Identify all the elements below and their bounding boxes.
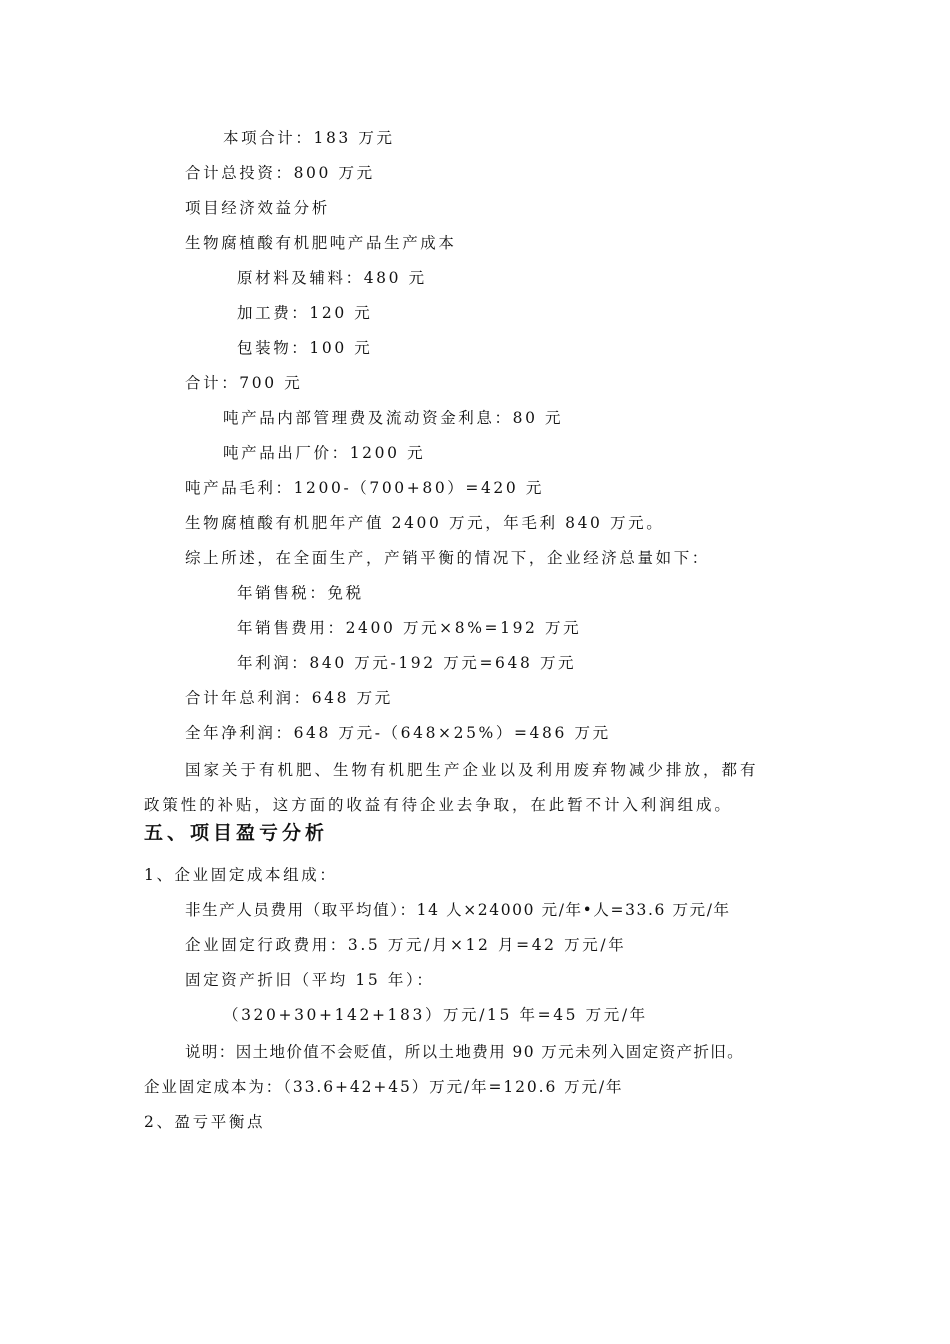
total-annual-profit-line: 合计年总利润：648 万元 [185, 689, 393, 707]
net-profit-line: 全年净利润：648 万元-（648×25%）=486 万元 [185, 724, 611, 742]
gross-profit-per-ton-line: 吨产品毛利：1200-（700+80）=420 元 [185, 479, 544, 497]
sales-tax-line: 年销售税：免税 [237, 584, 364, 602]
cost-per-ton-title: 生物腐植酸有机肥吨产品生产成本 [185, 234, 457, 252]
depreciation-title-line: 固定资产折旧（平均 15 年）： [185, 971, 435, 989]
depreciation-calc-line: （320+30+142+183）万元/15 年=45 万元/年 [223, 1006, 648, 1024]
economic-analysis-title: 项目经济效益分析 [185, 199, 330, 217]
land-note-line: 说明：因土地价值不会贬值，所以土地费用 90 万元未列入固定资产折旧。 [185, 1043, 745, 1061]
processing-fee-line: 加工费：120 元 [237, 304, 373, 322]
packaging-cost-line: 包装物：100 元 [237, 339, 373, 357]
subsidy-paragraph-line-2: 政策性的补贴，这方面的收益有待企业去争取，在此暂不计入利润组成。 [144, 796, 733, 814]
fixed-cost-total-line: 企业固定成本为：（33.6+42+45）万元/年=120.6 万元/年 [144, 1078, 624, 1096]
total-investment-line: 合计总投资：800 万元 [185, 164, 375, 182]
subtotal-line: 本项合计：183 万元 [223, 129, 395, 147]
annual-profit-line: 年利润：840 万元-192 万元=648 万元 [237, 654, 577, 672]
fixed-cost-subheading: 1、企业固定成本组成： [144, 866, 338, 884]
staff-cost-line: 非生产人员费用（取平均值）：14 人×24000 元/年•人=33.6 万元/年 [185, 901, 731, 919]
annual-output-line: 生物腐植酸有机肥年产值 2400 万元，年毛利 840 万元。 [185, 514, 665, 532]
management-fee-line: 吨产品内部管理费及流动资金利息：80 元 [223, 409, 564, 427]
factory-price-line: 吨产品出厂价：1200 元 [223, 444, 426, 462]
section-5-heading: 五、项目盈亏分析 [144, 822, 329, 844]
admin-cost-line: 企业固定行政费用：3.5 万元/月×12 月=42 万元/年 [185, 936, 627, 954]
sales-expense-line: 年销售费用：2400 万元×8%=192 万元 [237, 619, 582, 637]
breakeven-subheading: 2、盈亏平衡点 [144, 1113, 266, 1131]
cost-total-line: 合计：700 元 [185, 374, 303, 392]
summary-intro-line: 综上所述，在全面生产，产销平衡的情况下，企业经济总量如下： [185, 549, 710, 567]
raw-material-cost-line: 原材料及辅料：480 元 [237, 269, 427, 287]
subsidy-paragraph-line-1: 国家关于有机肥、生物有机肥生产企业以及利用废弃物减少排放，都有 [185, 761, 759, 779]
